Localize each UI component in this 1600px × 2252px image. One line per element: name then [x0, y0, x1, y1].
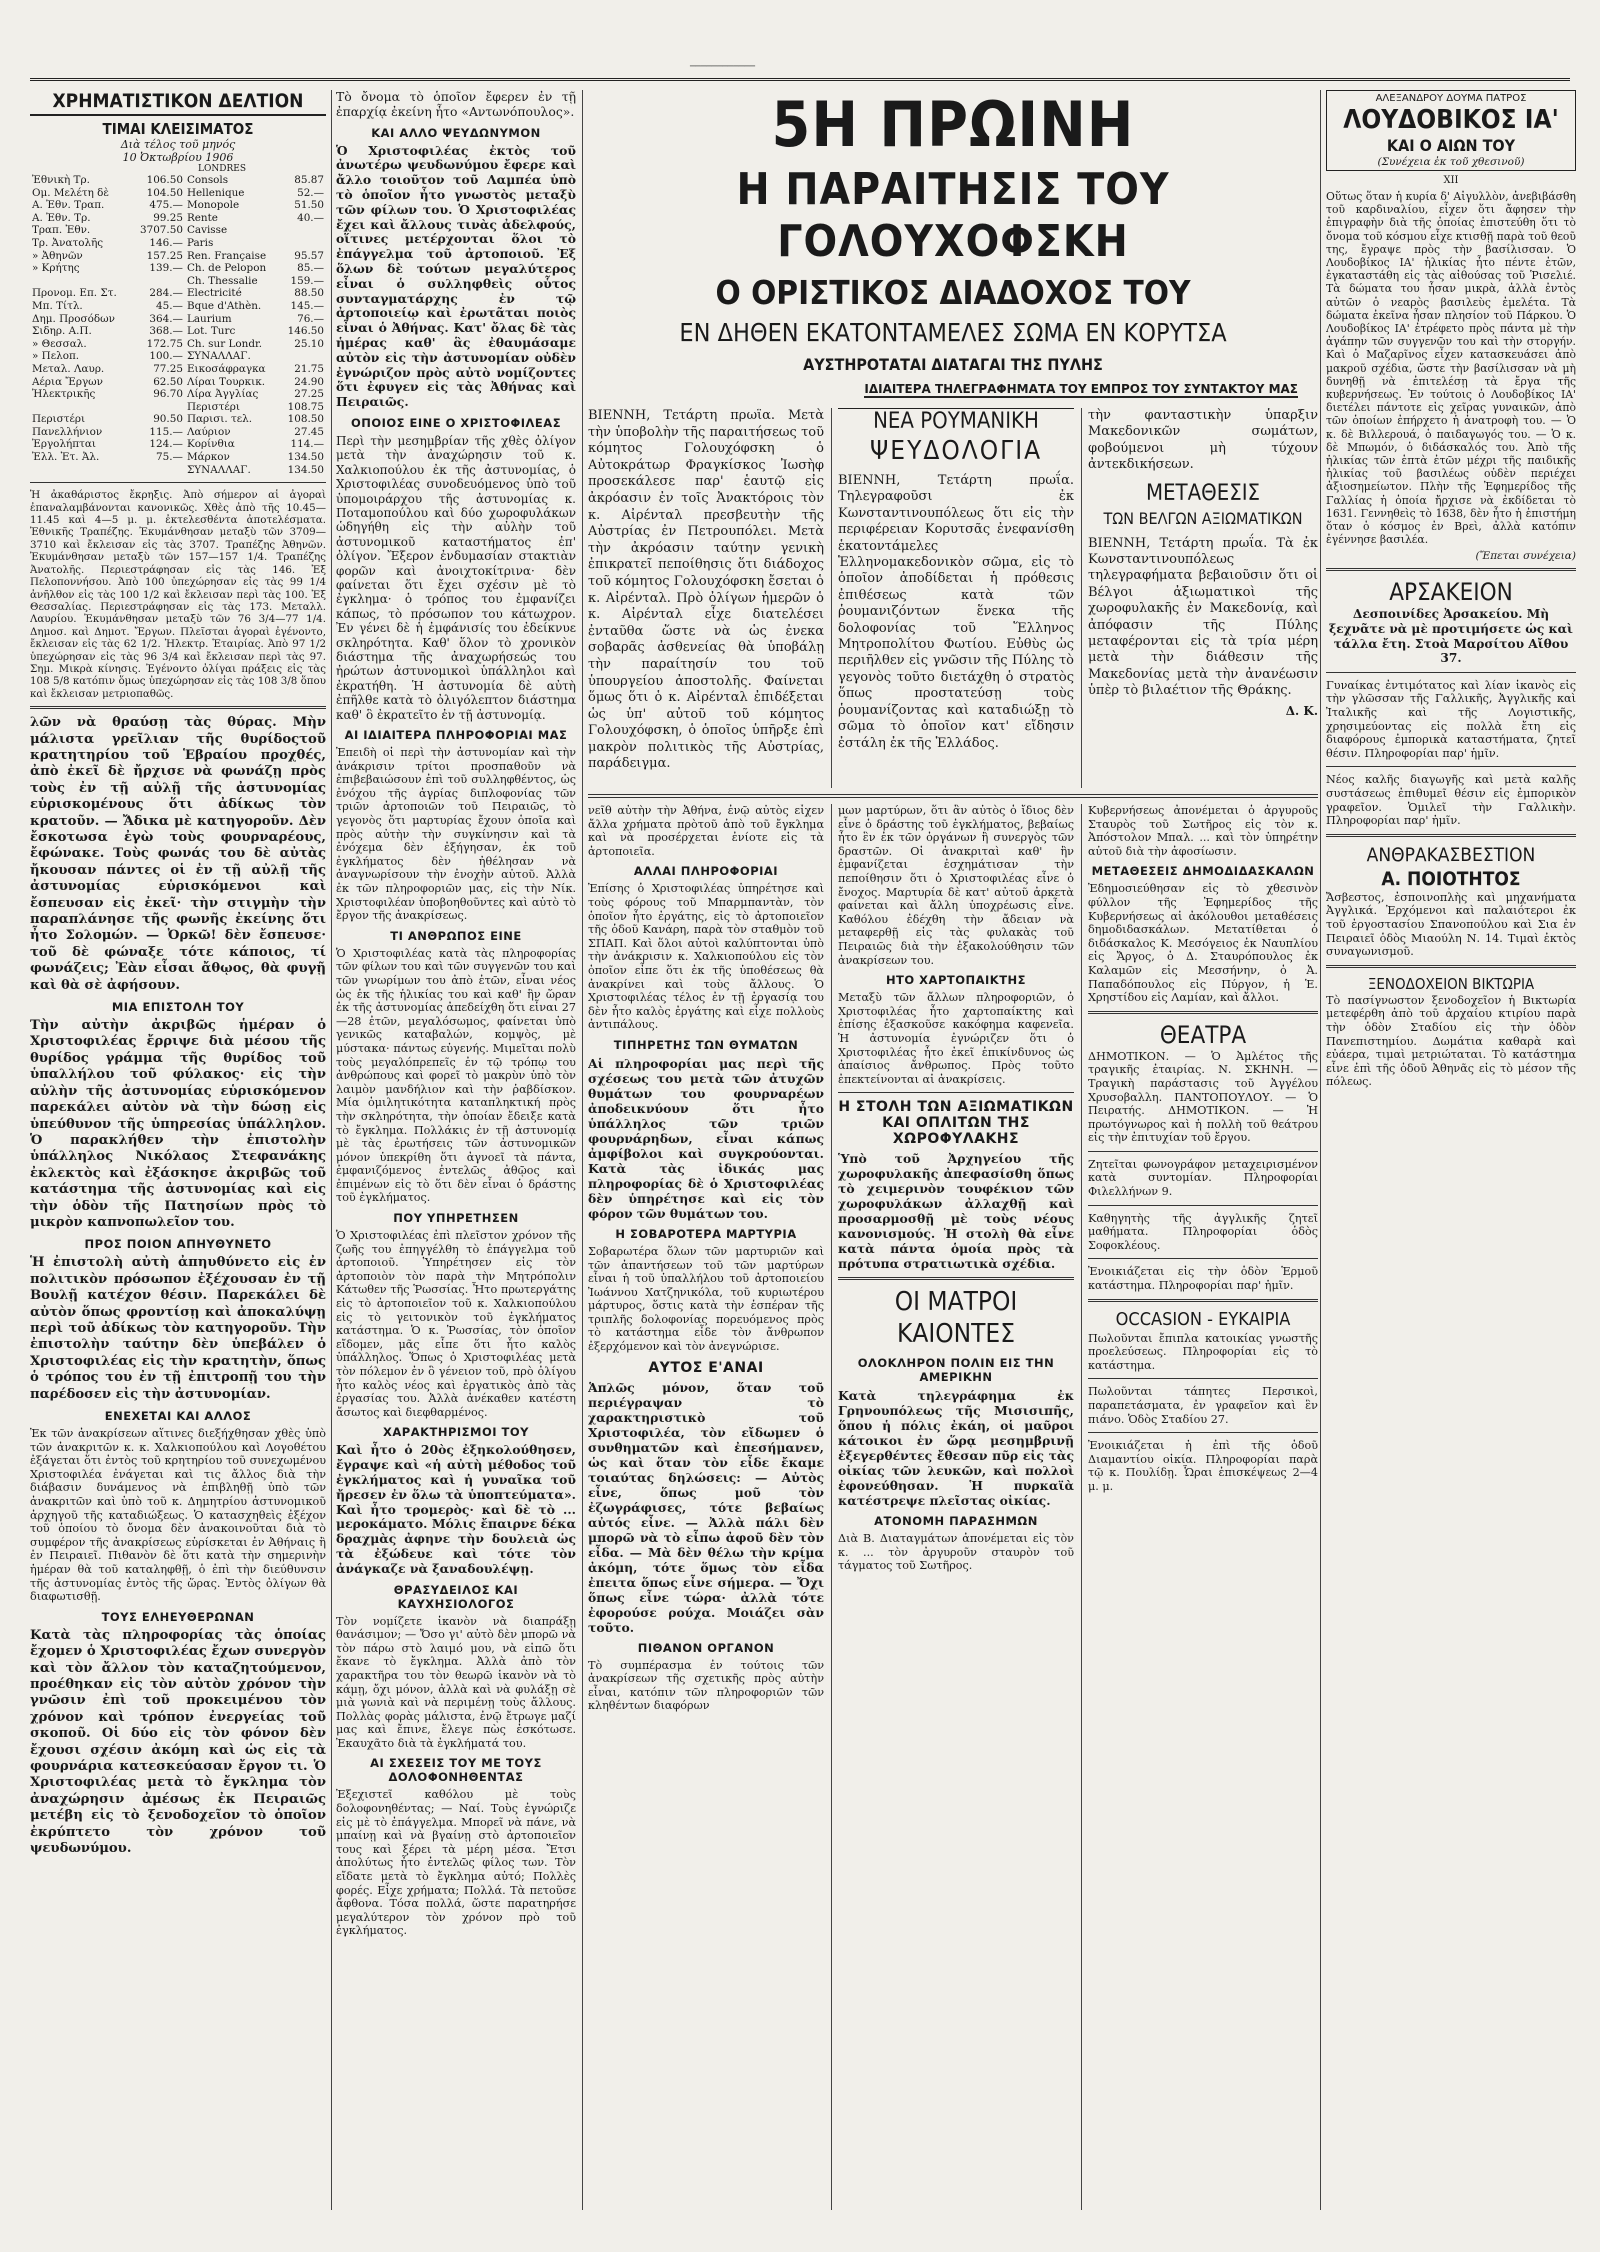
ad-text: Ἐνοικιάζεται ἡ ἐπὶ τῆς ὁδοῦ Διαμαντίου οἰκία. Πληροφορίαι παρὰ τῷ κ. Πουλίδῃ. Ὧραι ἐπισκέψεως 2—4 μ. μ.: [1088, 1439, 1318, 1493]
price-value: [280, 350, 326, 363]
section-heading: ΟΛΟΚΛΗΡΟΝ ΠΟΛΙΝ ΕΙΣ ΤΗΝ ΑΜΕΡΙΚΗΝ: [857, 1356, 1055, 1385]
price-name: Electricité: [186, 287, 242, 300]
price-name: Ἠλεκτρικῆς: [32, 388, 96, 401]
section-heading: ΑΡΣΑΚΕΙΟΝ: [1389, 578, 1513, 607]
price-row: [30, 262, 326, 275]
price-value: 40.—: [297, 211, 324, 224]
section-heading: ΑΥΤΟΣ Ε'ΑΝΑΙ: [648, 1359, 764, 1376]
story-text: Τὴν αὐτὴν ἀκριβῶς ἡμέραν ὁ Χριστοφιλέας ἔρριψε διὰ μέσου τῆς θυρίδος γράμμα τῆς θυρίδος τοῦ ὑπαλλήλου τοῦ φύλακος· εἰς τὴν αὐλὴν τῆς ἀστυνομίας εὑρισκόμενον παρεκάλει αὐτὸν νὰ τὴν δώσῃ εἰς ὑπεύθυνον τῆς ὑπηρεσίας ὑπάλληλον. Ὁ παρακλήθεν τὴν ἐπιστολὴν ὑπάλληλος Νικόλαος Στεφανάκης ἐκλεκτὸς καὶ ἐξάσκησε ἀκριβῶς τοῦ κατάστημα τῆς ἀστυνομίας καὶ εἰς τὴν ὁδὸν τῆς Πατησίων πρὸς τὸ μικρὸν καπνοπωλεῖον του.: [30, 1018, 326, 1230]
price-name: Ch. Thessalie: [186, 274, 258, 287]
price-name: Τραπ. Ἐθν.: [32, 224, 91, 237]
price-value: 77.25: [153, 362, 183, 375]
markets-subtitle2: Διὰ τέλος τοῦ μηνός: [120, 138, 236, 151]
price-row: [30, 464, 326, 477]
price-row: [30, 199, 326, 212]
story-text: Ἐξεχιστεῖ καθόλου μὲ τοὺς δολοφονηθέντας; — Ναί. Τοὺς ἐγνώριζε εἰς μὲ τὸ ἐπάγγελμα. Μπορεῖ νὰ πάνε, νὰ μπαίνῃ καὶ νὰ βγαίνῃ στὸ ἀρτοποιεῖον τους καὶ ξέρει τὰ μέρη μέσα. Ἔτσι ἀπολύτως ἦτο ἐντελῶς φίλος των. Τὸν εἴδατε μετὰ τὸ ἔγκλημα αὐτό; Πολλὲς φορές. Εἶχε χρήματα; Πολλά. Τὰ πετοῦσε ἄφθονα. Τόσα πολλά, ὥστε παρατηρήσε μεγαλύτερον τὸν χρόνον πρὸ τοῦ ἐγκλήματος.: [336, 1788, 576, 1938]
price-name: Λίρα Ἀγγλίας: [186, 388, 259, 401]
price-name: Ch. de Pelopon: [186, 262, 267, 275]
price-value: 45.—: [156, 299, 183, 312]
story-text: Κατὰ τὰς πληροφορίας τὰς ὁποίας ἔχομεν ὁ Χριστοφιλέας ἔχων συνεργὸν καὶ τὸν ἄλλον τὸν καταζητούμενον, προέθηκαν εἰς τὸν αὐτὸν χρόνον τὴν γνῶσιν ἐπὶ τοῦ προκειμένου τὸν χρόνον καὶ τρόπον ἐνεργείας τοῦ σκοποῦ. Οἱ δύο εἰς τὸν φόνον δὲν ἔχουσι σχέσιν ἀκόμη καὶ ὡς εἰς τὰ φουρνάρια κατεσκεύασαν ἔργον τι. Ὁ Χριστοφιλέας μετὰ τὸ ἔγκλημα τὸν ἀναχώρησιν ἀμέσως ἐκ Πειραιῶς μετέβη εἰς τὸ ξενοδοχεῖον τὸ ὁποῖον ἐκρύπτετο τὸν χρόνον τοῦ ψευδωνύμου.: [30, 1627, 326, 1856]
price-name: Πανελλήνιον: [32, 425, 103, 438]
ad-text: Ἐνοικιάζεται εἰς τὴν ὁδὸν Ἑρμοῦ κατάστημα. Πληροφορίαι παρ' ἡμῖν.: [1088, 1265, 1318, 1293]
story-text: Καὶ ἦτο ὁ 20ὸς ἐξηκολούθησεν, ἔγραψε καὶ «ἡ αὐτὴ μέθοδος τοῦ ἐγκλήματος καὶ ἡ γυναῖκα τοῦ ἤρεσεν ἐν ὅλω τὰ ὑποπτεύματα». Καὶ ἦτο τρομερὸς· καὶ δὲ τὸ ... μεροκάματο. Μόλις ἔπαιρνε δέκα δραχμὰς ἀφηνε τὴν δουλειὰ ὡς τὰ ἐξώδευε καὶ τότε τὸν ἀνάγκαζε νὰ ξαναδουλέψῃ.: [336, 1442, 576, 1576]
price-name: Consols: [186, 174, 229, 186]
price-row: [30, 363, 326, 376]
story-text: τὴν φανταστικὴν ὑπαρξιν Μακεδονικῶν σωμάτων, φοβούμενοι μὴ τύχουν ἀντεκδικήσεων.: [1088, 408, 1318, 473]
price-name: Ἐλλ. Ἐτ. Ἀλ.: [32, 451, 100, 464]
story-text: Αἱ πληροφορίαι μας περὶ τῆς σχέσεως του μετὰ τῶν ἀτυχῶν θυμάτων του φουρναρέων ἀποδεικνύουν ὅτι ἦτο ὑπάλληλος τῶν τριῶν φουρνάρηδων, εἶναι κάπως ἀμφίβολοι καὶ συγκρούονται. Κατὰ τὰς ἰδικάς μας πληροφορίας δὲ ὁ Χριστοφιλέας δὲν ὑπηρέτησε καὶ εἰς τὸν φόρον τῶν θυμάτων του.: [588, 1055, 824, 1221]
section-heading: ΠΙΘΑΝΟΝ ΟΡΓΑΝΟΝ: [637, 1640, 775, 1655]
story-text: Ἁπλῶς μόνον, ὅταν τοῦ περιέγραψαν τὸ χαρακτηριστικὸ τοῦ Χριστοφιλέα, τὸν εἴδωμεν ὁ συνθηματῶν καὶ ἐπεσήμανεν, ὡς καὶ ὅταν τὸν εἶδε ἔκαμε τοιαύτας δηλώσεις: — Αὐτὸς εἶνε, ὅπως μοῦ τὸν ἐζωγράφισες, τότε βεβαίως αὐτός εἶνε. — Ἀλλὰ πάλι δὲν μπορῶ νὰ τὸ εἶπω ἀφοῦ δὲν τὸν εἶδα. — Μὰ δὲν θέλω τὴν κρίμα ἀκόμη, τότε ὅμως τὸν εἶδα ἐπειτα ὅπως εἶνε σήμερα. — Ὄχι ὅπως εἶνε τώρα· ἀλλὰ τότε ἐφορούσε ρούχα. Μοιάζει σὰν τοῦτο.: [588, 1379, 824, 1635]
section-heading: ΜΕΤΑΘΕΣΙΣ: [1145, 480, 1261, 506]
price-name: Εικοσάφραγκα: [186, 362, 266, 375]
price-name: Τρ. Ἀνατολῆς: [32, 236, 104, 249]
ad-text: Πωλοῦνται τάπητες Περσικοὶ, παραπετάσματα, ἐν γραφεῖον καὶ ἓν πιάνο. Ὁδὸς Σταδίου 27.: [1088, 1385, 1318, 1426]
ad-text: Καθηγητὴς τῆς ἀγγλικῆς ζητεῖ μαθήματα. Πληροφορίαι ὁδὸς Σοφοκλέους.: [1088, 1211, 1318, 1252]
price-name: » Ἀθηνῶν: [32, 249, 83, 262]
section-heading: ΑΤΟΝΟΜΗ ΠΑΡΑΣΗΜΩΝ: [874, 1514, 1038, 1529]
price-value: 115.—: [149, 425, 183, 438]
price-row: [30, 224, 326, 237]
price-name: Κορίνθια: [186, 438, 235, 451]
price-value: 104.50: [146, 186, 183, 199]
section-heading: OCCASION - ΕΥΚΑΙΡΙΑ: [1115, 1308, 1291, 1330]
section-heading: ΑΙ ΙΔΙΑΙΤΕΡΑ ΠΛΗΡΟΦΟΡΙΑΙ ΜΑΣ: [344, 728, 568, 743]
price-name: Bque d'Athèn.: [186, 299, 262, 312]
price-value: 145.—: [290, 299, 324, 312]
section-heading: Η ΣΟΒΑΡΟΤΕΡΑ ΜΑΡΤΥΡΙΑ: [615, 1226, 797, 1241]
column-front: [588, 90, 1318, 2210]
price-row: [30, 388, 326, 401]
edition-title: 5Η ΠΡΩΙΝΗ: [771, 90, 1135, 161]
column-markets: [30, 90, 326, 2210]
serial-continued: (Συνέχεια ἐκ τοῦ χθεσινοῦ): [1377, 156, 1525, 168]
ad-text: Ζητεῖται φωνογράφον μεταχειρισμένον κατὰ συντομίαν. Πληροφορίαι Φιλελλήνων 9.: [1088, 1157, 1318, 1199]
price-value: 24.90: [294, 375, 324, 388]
price-value: 25.10: [294, 337, 324, 350]
price-row: [30, 300, 326, 313]
price-name: Ch. sur Londr.: [186, 337, 263, 350]
price-value: 100.—: [149, 350, 183, 363]
section-heading: ΘΡΑΣΥΔΕΙΛΟΣ ΚΑΙ ΚΑΥΧΗΣΙΟΛΟΓΟΣ: [393, 1582, 519, 1611]
story-text: νεῖθ αὐτὴν τὴν Ἀθήνα, ἐνῷ αὐτὸς εἶχεν ἄλλα χρήματα πρὸτοῦ ἀπὸ τοῦ ἔγκλημα καὶ νὰ προσέρχεται ἐνίοτε εἰς τὰ ἀρτοποιεῖα.: [588, 804, 824, 858]
price-value: 75.—: [156, 451, 183, 464]
price-value: 95.57: [294, 249, 324, 262]
price-value: [280, 224, 326, 237]
section-heading: ΚΑΙ ΑΛΛΟ ΨΕΥΔΩΝΥΜΟΝ: [371, 125, 541, 140]
headline-4: ΑΥΣΤΗΡΟΤΑΤΑΙ ΔΙΑΤΑΓΑΙ ΤΗΣ ΠΥΛΗΣ: [803, 355, 1103, 374]
price-name: Laurium: [186, 312, 232, 325]
price-row: [30, 275, 326, 288]
section-heading: ΘΕΑΤΡΑ: [1159, 1020, 1247, 1049]
price-name: Α. Ἐθν. Τραπ.: [32, 199, 105, 212]
price-row: [30, 325, 326, 338]
price-name: Λαύριον: [186, 425, 231, 438]
price-name: ΣΥΝΑΛΛΑΓ.: [186, 350, 251, 363]
price-name: Μεταλ. Λαυρ.: [32, 362, 105, 375]
price-name: Προνομ. Επ. Στ.: [32, 287, 117, 300]
lower-col-c: [1088, 804, 1318, 2210]
story-text: Κατὰ τηλεγράφημα ἐκ Γρηνουπόλεως τῆς Μισισιπῆς, ὅπου ἡ πόλις ἐκάη, οἱ μαῦροι κάτοικοι ἐν ὥρᾳ μεσημβρινῇ ἐξεγερθέντες ἔθεσαν πῦρ εἰς τὰς οἰκίας τῶν λευκῶν, καὶ πολλοὶ ἐφονεύθησαν. Ἡ πυρκαϊὰ κατέστρεψε πλεῖστας οἰκίας.: [838, 1388, 1074, 1509]
price-value: 157.25: [146, 249, 183, 262]
price-value: 368.—: [149, 325, 183, 338]
price-value: 85.—: [297, 262, 324, 275]
price-name: Αέρια Ἔργων: [32, 375, 103, 388]
section-heading: ΜΙΑ ΕΠΙΣΤΟΛΗ ΤΟΥ: [111, 1000, 245, 1015]
story-text: Ἐδημοσιεύθησαν εἰς τὸ χθεσινὸν φύλλον τῆς Ἐφημερίδος τῆς Κυβερνήσεως αἱ ἀκόλουθοι μεταθέσεις δημοδιδασκάλων. Μετατίθεται ὁ διδάσκαλος Κ. Μεσόγειος ἐκ Ναυπλίου εἰς Ἄργος, ὁ Δ. Σταυρόπουλος ἐκ Καλαμῶν εἰς Μεσσήνην, ὁ Ἀ. Παπαδόπουλος εἰς Πύργον, ἡ Ἑ. Χρηστίδου εἰς Λαμίαν, καὶ ἄλλοι.: [1088, 882, 1318, 1005]
price-table: [30, 174, 326, 476]
column-crime-story: [336, 90, 576, 2210]
price-value: 475.—: [149, 199, 183, 212]
price-value: 172.75: [146, 337, 183, 350]
serial-text: Οὕτως ὅταν ἡ κυρία δ' Αἰγυλλὸν, ἀνεβιβάσθη τοῦ καρδιναλίου, εἶχεν ὅτι ἄφησεν τὴν ἐπιγραφὴν διὰ τῆς ὁποίας ἐπιστεύθη ὅτι τὸ ὄνομα τοῦ κόσμου εἶχε κτισθῇ παρὰ τοῦ θεοῦ της, ἔγραψε πρὸς τὴν βασίλισσαν. Ὁ Λουδοβίκος ΙΑ' ἠλικίας ἦτο πέντε ἐτῶν, ἐγκαταστάθη εἰς τὰς αἰθούσας τοῦ Ῥισελιέ. Τὰ δώματα του ἦσαν μικρὰ, ἀλλὰ ἐντὸς αὐτῶν ὁ νεαρὸς βασιλεὺς ἐμελέτα. Τὰ δώματα ἐκεῖνα ἦσαν πλησίον τοῦ Πάρκου. Ὁ Λουδοβίκος ΙΑ' ἐτρέφετο πρὸς πάντα μὲ τὴν ἀγάπην τῶν συγγενῶν του καὶ τὴν στοργήν. Καὶ ὁ Μαζαρῖνος εἶχεν κατασκευάσει ἀπὸ μακροῦ σχέδια, ὥστε τὴν βασίλισσαν νὰ μὴ δυνηθῇ νὰ ἐπιτελέσῃ τὰ ἔργα τῆς κυβερνήσεως. Ἐν τούτοις ὁ Λουδοβίκος ΙΑ' διετέλει πάντοτε εἰς χεῖρας γυναικῶν, ἀπὸ τῶν ὁποίων ἐπήρχετο ἡ ἀνατροφὴ του. — Ὁ κ. δὲ Βιλλερουά, ὁ παιδαγωγός του. — Ὁ κ. δὲ Μπωμόν, ὁ διδάσκαλός του. Ἀπὸ τῆς ἡλικίας τῶν ἑπτὰ ἐτῶν μέχρι τῆς παιδικῆς ἡλικίας τοῦ βασιλέως οὐδὲν περιέχει ἀξιοσημείωτον. Πλὴν τῆς Ἐφημερίδος τῆς Γαλλίας ἡ ὁποία ἤρχισε νὰ ἐκδίδεται τὸ 1631. Γεννηθεὶς τὸ 1638, δὲν ἦτο ἡ ἐπιστήμη ὅταν ὁ κόσμος ἐν Βρεὶ, ἀλλὰ κατόπιν ἐγέννησε βασιλέα.: [1326, 190, 1576, 547]
price-row: [30, 174, 326, 187]
price-name: ΣΥΝΑΛΛΑΓ.: [186, 463, 251, 476]
price-row: [30, 438, 326, 451]
price-name: [30, 275, 131, 288]
price-value: [131, 464, 185, 477]
markets-london: LONDRES: [198, 164, 246, 174]
price-name: Λίραι Τουρκικ.: [186, 375, 265, 388]
price-name: Lot. Turc: [186, 325, 236, 338]
price-name: Ἐργολήπται: [32, 438, 96, 451]
price-name: Ἐθνικὴ Τρ.: [32, 174, 90, 186]
price-row: [30, 350, 326, 363]
price-value: [131, 275, 185, 288]
price-value: 3707.50: [139, 224, 183, 237]
price-name: Monopole: [186, 199, 240, 212]
story-text: Τὸ ὄνομα τὸ ὁποῖον ἔφερεν ἐν τῇ ἐπαρχίᾳ ἐκείνη ἦτο «Αντωνόπουλος».: [336, 90, 576, 119]
serial-header-box: [1326, 90, 1576, 171]
column-rule: [331, 90, 332, 2210]
price-name: » Θεσσαλ.: [32, 337, 87, 350]
markets-notes: Ἡ ἀκαθάριστος ἔκρηξις. Ἀπὸ σήμερον αἱ ἀγοραὶ ἐπαναλαμβάνονται κανονικῶς. Χθὲς ἀπὸ τῆς 10.45—11.45 καὶ 4—5 μ. μ. ἐκτελεσθέντα ἀποτελέσματα. Ἐθνικῆς Τραπέζης. Ἐκυμάνθησαν μεταξὺ τῶν 3709—3710 καὶ ἔκλεισαν εἰς τὰς 3707. Τραπέζης Ἀθηνῶν. Ἐκυμάνθησαν μεταξὺ τῶν 157—157 1/4. Τραπέζης Ἀνατολῆς. Περιεστράφησαν εἰς τὰς 146. Ἐξ Πελοποννήσου. Ἀπὸ 100 ὑπεχώρησαν εἰς τὰς 99 1/4 ἀνῆλθον εἰς τὰς 100 1/2 καὶ ἔκλεισαν περὶ τὰς 100. Ἐξ Θεσσαλίας. Περιεστράφησαν εἰς τὰς 173. Μεταλλ. Λαυρίου. Ἐκυμάνθησαν μεταξὺ τῶν 76 3/4—77 1/4. Δημοσ. καὶ Δημοτ. Ἔργων. Πλεῖσται ἀγοραὶ ἐγένοντο, ἔκλεισαν εἰς τὰς 62 1/2. Ἠλεκτρ. Ἑταιρίας. Ἀπὸ 97 1/2 ὑπεχώρησαν εἰς τὰς 96 3/4 καὶ ἔκλεισαν περὶ τὰς 97. Σημ. Μικρὰ κίνησις. Ἐγένοντο ὀλίγαι πράξεις εἰς τὰς 108 5/8 κατόπιν ὅμως ὑπεχώρησαν εἰς τὰς 108 3/8 ὅπου καὶ ἔκλεισαν μετριοπαθῶς.: [30, 489, 326, 700]
price-name: Μάρκον: [186, 451, 230, 464]
price-name: Περιστέρι: [186, 400, 240, 413]
price-row: [30, 426, 326, 439]
story-text: ΒΙΕΝΝΗ, Τετάρτη πρωΐα. Τὰ ἐκ Κωνσταντινουπόλεως τηλεγραφήματα βεβαιοῦσιν ὅτι οἱ Βέλγοι ἀξιωματικοὶ τῆς χωροφυλακῆς ἐν Μακεδονίᾳ, καὶ ἀπόφασιν τῆς Πύλης μεταφέρονται εἰς τὰ τρία μέρη μετὰ τὴν διάθεσιν τῆς Μακεδονίας μετὰ τὴν ἀνανέωσιν ὑπὲρ τὸ βιλαέτιον τῆς Θράκης.: [1088, 535, 1318, 699]
price-value: 159.—: [290, 274, 324, 287]
telegraph-romanian: [838, 408, 1074, 788]
story-text: Ἐπίσης ὁ Χριστοφιλέας ὑπηρέτησε καὶ τοὺς φόρους τοῦ Μπαρμπαντὰν, τὸν ὁποῖον ἦτο ἐργάτης, εἰς τὸ ἀρτοποιεῖον τῆς ὁδοῦ Κανάρη, παρὰ τὸν σταθμὸν τοῦ ΣΠΑΠ. Καὶ ὅλοι αὐτοὶ καλύπτονται ὑπὸ τὴν ἀνάκρισιν κ. Χαλκιοπούλου εἰς τὸν ὁποῖον εἶπε ὅτι ἐκ τῆς ὑποθέσεως θὰ ἀνακρίνει καὶ τοὺς ἄλλους. Ὁ Χριστοφιλέας τέλος ἐν τῇ ἐργασίᾳ του δὲν ἦτο καλὸς ἐργάτης καὶ εἶχε πολλοὺς ἀντιπάλους.: [588, 882, 824, 1032]
section-heading: ΤΩΝ ΒΕΛΓΩΝ ΑΞΙΩΜΑΤΙΚΩΝ: [1103, 508, 1303, 528]
markets-date: 10 Ὀκτωβρίου 1906: [122, 151, 234, 164]
price-name: Σιδηρ. Α.Π.: [32, 325, 92, 338]
price-name: Δημ. Προσόδων: [32, 312, 115, 325]
section-heading: ΠΟΥ ΥΠΗΡΕΤΗΣΕΝ: [393, 1211, 519, 1226]
headline-3: ΕΝ ΔΗΘΕΝ ΕΚΑΤΟΝΤΑΜΕΛΕΣ ΣΩΜΑ ΕΝ ΚΟΡΥΤΣΑ: [679, 318, 1227, 347]
section-heading: ΞΕΝΟΔΟΧΕΙΟΝ ΒΙΚΤΩΡΙΑ: [1367, 974, 1535, 993]
price-value: 85.87: [294, 174, 324, 186]
story-text: Ἐκ τῶν ἀνακρίσεων αἵτινες διεξήχθησαν χθὲς ὑπὸ τῶν ἀνακριτῶν κ. κ. Χαλκιοπούλου καὶ Λογοθέτου ἐξάγεται ὅτι ἐντὸς τοῦ κρητηρίου τοῦ συνεχωμένου Χριστοφιλέα ἐνάγεται καὶ τις ἄλλος διὰ τὴν διάβασιν δυνάμενος νὰ ἐπιβληθῇ ὑπὸ τῶν ἀνακριτῶν καὶ ὑπὸ τοῦ κ. Δημητρίου ἀστυνομικοῦ ἀρχηγοῦ τῆς καταδιώξεως. Ὁ κατασχηθεὶς ἐξέχον τοῦ ὁποίου τὸ ὄνομα δὲν ἀνακοινοῦται διὰ τὸ συμφέρον τῆς ἀνακρίσεως εὑρίσκεται ἐν Ἀθήναις ἢ ἐν Πειραιεῖ. Πιθανὸν δὲ ὅτι κατὰ τὴν σημερινὴν ἡμέραν θὰ τοῦ καταληφθῇ, ὁ ἐπὶ τὴν διεύθυνσιν τῆς ἀστυνομίας ἐντὸς τῆς ὥρας. Ἐντὸς ὀλίγων θὰ διαφωτισθῇ.: [30, 1427, 326, 1604]
section-heading: ΜΕΤΑΘΕΣΕΙΣ ΔΗΜΟΔΙΔΑΣΚΑΛΩΝ: [1091, 864, 1315, 879]
section-heading: ΕΝΕΧΕΤΑΙ ΚΑΙ ΑΛΛΟΣ: [104, 1409, 252, 1423]
section-heading: ΝΕΑ ΡΟΥΜΑΝΙΚΗ: [838, 408, 1074, 435]
story-text: Σοβαρωτέρα ὅλων τῶν μαρτυριῶν καὶ τῶν ἀπαντήσεων τοῦ τῶν μαρτύρων εἶναι ἡ τοῦ ὑπαλλήλου τοῦ ἀρτοποιείου Ἰωάννου Χατζηνικόλα, τοῦ κυριωτέρου μάρτυρος, ὅστις κατὰ τὴν ἑσπέραν τῆς τριπλῆς δολοφονίας πορευόμενος πρὸς τὸ κατάστημα εἶδε τὸν ἄνθρωπον ἐξερχόμενον καὶ τὸν ἀνεγνώρισε.: [588, 1244, 824, 1354]
price-name: » Πελοπ.: [32, 350, 80, 363]
signoff: Δ. Κ.: [1285, 703, 1318, 718]
headline-5: ΙΔΙΑΙΤΕΡΑ ΤΗΛΕΓΡΑΦΗΜΑΤΑ ΤΟΥ ΕΜΠΡΟΣ ΤΟΥ ΣΥΝΤΑΚΤΟΥ ΜΑΣ: [864, 382, 1298, 396]
price-row: [30, 250, 326, 263]
serial-subtitle: ΚΑΙ Ο ΑΙΩΝ ΤΟΥ: [1386, 136, 1516, 155]
section-heading: ΤΙ ΑΝΘΡΩΠΟΣ ΕΙΝΕ: [390, 928, 522, 943]
story-text: λῶν νὰ θραύσῃ τὰς θύρας. Μὴν μάλιστα γρεῖλιαν τῆς θυρίδοςτοῦ κρατητηρίου τοῦ Ἑβραίου προχθές, ἀπὸ ἐκεῖ δὲ ἤρχισε νὰ φωνάζῃ πρὸς τοὺς ἐν τῇ αὐλῇ τῆς ἀστυνομίας εὑρισκομένους ὅτι ἀδίκως τὸν κρατοῦν. — Ἄδικα μὲ κατηγοροῦν. Δὲν ἔσκοτωσα ἐγὼ τοὺς φουρναρέους, ἔφώνακε. Τοὺς φωνάς του δὲ αὐτὰς ἤκουσαν πάντες οἱ ἐν τῇ αὐλῇ τῆς ἀστυνομίας εὑρισκόμενοι καὶ ἔσπευσαν εἰς ἐκεῖ· τὴν στιγμὴν τὴν παραπλάνησε τῆς φωνῆς ἐκείνης ὅτι ἦτο Σολομών. — Ὀρκῶ! δὲν ἔσπευσε· τοῦ δὲ φώναξε τότε κάποιος, τί φωνάζεις; Ἐὰν εἶσαι ἄθῳος, θὰ φυγῇ καὶ θὰ σὲ ἀφήσουν.: [30, 715, 326, 993]
price-value: 139.—: [149, 262, 183, 275]
price-value: 99.25: [153, 211, 183, 224]
price-value: 284.—: [149, 287, 183, 300]
ad-text: Τὸ πασίγνωστον ξενοδοχεῖον ἡ Βικτωρία μετεφέρθη ἀπὸ τοῦ ἀρχαίου κτιρίου παρὰ τὴν ὁδὸν Σταδίου εἰς τὴν ὁδὸν Πανεπιστημίου. Δωμάτια καθαρὰ καὶ εὐάερα, τιμαὶ μετριώταται. Τὸ κατάστημα εἶνε ἐπὶ τῆς ὁδοῦ Ἀθηνᾶς εἰς τὸ μέσον τῆς πόλεως.: [1326, 993, 1576, 1089]
price-value: 51.50: [294, 199, 324, 212]
price-row: [30, 212, 326, 225]
section-heading: ΟΠΟΙΟΣ ΕΙΝΕ Ο ΧΡΙΣΤΟΦΙΛΕΑΣ: [350, 415, 562, 430]
price-value: 96.70: [153, 388, 183, 401]
section-heading: ΤΙΠΗΡΕΤΗΣ ΤΩΝ ΘΥΜΑΤΩΝ: [613, 1037, 799, 1052]
story-text: ΔΗΜΟΤΙΚΟΝ. — Ὁ Ἀμλέτος τῆς τραγικῆς ἐταιρίας. Ν. ΣΚΗΝΗ. — Τραγικὴ παράστασις τοῦ Ἀγγέλου Χρυσοβαλλη. ΠΑΝΤΟΠΟΥΛΟΥ. — Ὁ Πειρατής. ΔΗΜΟΤΙΚΟΝ. — Ἡ πρωτόγνωρος καὶ ἡ πολλὴ τοῦ θεάτρου εἰς τὴν ἐπιτυχίαν τοῦ ἔργου.: [1088, 1049, 1318, 1145]
price-value: 76.—: [297, 312, 324, 325]
section-heading: ΠΡΟΣ ΠΟΙΟΝ ΑΠΗΥΘΥΝΕΤΟ: [84, 1237, 272, 1252]
serial-continues: (Ἔπεται συνέχεια): [1475, 550, 1576, 563]
serial-author: ΑΛΕΞΑΝΔΡΟΥ ΔΟΥΜΑ ΠΑΤΡΟΣ: [1375, 93, 1527, 104]
story-text: Ὁ Χριστοφιλέας ἐπὶ πλεῖστον χρόνον τῆς ζωῆς του ἐπηγγέλθη τὸ ἐπάγγελμα τοῦ ἀρτοποιοῦ. Ὑπηρέτησεν εἰς τὸν ἀρτοποιὸν τὸν παρὰ τὴν Μητρόπολιν Κάτωθεν τῆς Ῥωσσίας. Ἦτο πρωτεργάτης εἰς τὸ ἀρτοποιεῖον τοῦ κ. Χαλκιοπούλου εἰς τὸ γειτονικὸν τοῦ ἐγκλήματος κατάστημα. Ὁ κ. Ῥωσσίας, τὸν ὁποῖον εἴδομεν, μᾶς εἶπε ὅτι ἦτο καλὸς ὑπάλληλος. Ὅπως ὁ Χριστοφιλέας μετὰ τὸν πόλεμον ἐν ὃ γένειον τοῦ, πρὸ ὀλίγου ἦτο καλὸς νέος καὶ ἐργατικὸς ἀπὸ τὰς ἐργασίας του. Ἀλλὰ ἀνέκαθεν κατέστη ἄσωτος καὶ διεφθαρμένος.: [336, 1229, 576, 1419]
price-value: 62.50: [153, 375, 183, 388]
price-row: [30, 187, 326, 200]
section-heading: Η ΣΤΟΛΗ ΤΩΝ ΑΞΙΩΜΑΤΙΚΩΝ ΚΑΙ ΟΠΛΙΤΩΝ ΤΗΣ ΧΩΡΟΦΥΛΑΚΗΣ: [838, 1099, 1074, 1148]
lower-col-a: [588, 804, 824, 2210]
lower-col-b: [838, 804, 1074, 2210]
price-value: 27.45: [294, 425, 324, 438]
price-row: [30, 338, 326, 351]
story-text: Διὰ Β. Διαταγμάτων ἀπονέμεται εἰς τὸν κ. ... τὸν ἀργυροῦν σταυρὸν τοῦ τάγματος τοῦ Σωτῆρος.: [838, 1532, 1074, 1573]
price-row: [30, 237, 326, 250]
price-value: [280, 237, 326, 250]
headline-2: Ο ΟΡΙΣΤΙΚΟΣ ΔΙΑΔΟΧΟΣ ΤΟΥ: [715, 273, 1191, 312]
price-row: [30, 401, 326, 414]
section-heading: Α. ΠΟΙΟΤΗΤΟΣ: [1381, 867, 1521, 890]
price-value: [131, 401, 185, 414]
story-text: Μεταξὺ τῶν ἄλλων πληροφοριῶν, ὁ Χριστοφιλέας ἦτο χαρτοπαίκτης καὶ ἐπίσης ἐξασκοῦσε κακόφημα καφενεῖα. Ἡ ἀστυνομία ἐγνώριζεν ὅτι ὁ Χριστοφιλέας ἦτο ἐκεῖ ἐπικίνδυνος ὡς ἀπαίσιος ἄνθρωπος. Πρὸς τοῦτο ἐπεκτείνονται αἱ ἀνακρίσεις.: [838, 991, 1074, 1086]
serial-chapter: XII: [1443, 175, 1459, 186]
price-name: » Κρήτης: [32, 262, 80, 275]
story-text: ΒΙΕΝΝΗ, Τετάρτη πρωΐα. Μετὰ τὴν ὑποβολὴν τῆς παραιτήσεως τοῦ κόμητος Γολουχόφσκη ὁ Αὐτοκράτωρ Φραγκίσκος Ἰωσὴφ προσεκάλεσε παρ' ἑαυτῷ εἰς ἀκρόασιν ἐν τοῖς Ἀνακτόροις τὸν κ. Αἰρένταλ πρεσβευτὴν τῆς Αὐστρίας ἐν Πετρουπόλει. Μετὰ τὴν ἀκρόασιν ταύτην γενικὴ ἐπικρατεῖ πεποίθησις ὅτι διάδοχος τοῦ κόμητος Γολουχόφσκη ἔσεται ὁ κ. Αἰρένταλ. Πρὸ ὀλίγων ἡμερῶν ὁ κ. Αἰρένταλ εἶχε διατελέσει ἐνταῦθα ὥστε νὰ ὡς ἐνεκα σοβαρᾶς ἀσθενείας θὰ ὑποβάλῃ τὴν παραίτησίν του τοῦ ὑπουργείου ἀποστολῆς. Φαίνεται ὅμως ὅτι ὁ κ. Αἰρένταλ ἐπιδέξεται ὡς ὑπ' αὐτοῦ τοῦ κόμητος Γολουχόφσκη, ὁ ὁποῖος ὑπῆρξε ἐπὶ μακρὸν πολιτικὸς τῆς Αὐστρίας, παράδειγμα.: [588, 408, 824, 772]
story-text: ΒΙΕΝΝΗ, Τετάρτη πρωΐα. Τηλεγραφοῦσι ἐκ Κωνσταντινουπόλεως ὅτι εἰς τὴν περιφέρειαν Κορυτσᾶς ἐνεφανίσθη ἑκατοντάμελες Ἑλληνομακεδονικὸν σῶμα, εἰς τὸ ὁποῖον ἀποδίδεται ἡ πρόθεσις ἐπιθέσεως κατὰ τῶν ῥουμανιζόντων ἕνεκα τῆς δολοφονίας τοῦ Ἕλληνος Μητροπολίτου Φωτίου. Εὐθὺς ὡς περιῆλθεν εἰς γνῶσιν τῆς Πύλης τὸ γεγονὸς τοῦτο διετάχθη ὁ στρατὸς ὅπως προστατεύσῃ τοὺς ῥουμανίζοντας καὶ καταδιώξῃ τὸ σῶμα τὸ ὁποῖον κατ' εἴδησιν ἐστάλη ἐκ τῆς Ἑλλάδος.: [838, 473, 1074, 751]
markets-subtitle: ΤΙΜΑΙ ΚΛΕΙΣΙΜΑΤΟΣ: [102, 120, 254, 138]
price-row: [30, 313, 326, 326]
markets-title: ΧΡΗΜΑΤΙΣΤΙΚΟΝ ΔΕΛΤΙΟΝ: [30, 90, 326, 116]
price-value: 134.50: [287, 451, 324, 464]
price-value: 108.50: [287, 413, 324, 426]
headline-main: Η ΠΑΡΑΙΤΗΣΙΣ ΤΟΥ ΓΟΛΟΥΧΟΦΣΚΗ: [736, 164, 1170, 267]
price-row: [30, 451, 326, 464]
ad-text: Νέος καλῆς διαγωγῆς καὶ μετὰ καλῆς συστάσεως ἐπιθυμεῖ θέσιν εἰς ἐμπορικὸν γραφεῖον. Ὁμιλεῖ τὴν Γαλλικὴν. Πληροφορίαι παρ' ἡμῖν.: [1326, 773, 1576, 828]
column-rule: [1320, 90, 1321, 2210]
ad-text: Γυναίκας ἐντιμότατος καὶ λίαν ἱκανὸς εἰς τὴν γλῶσσαν τῆς Γαλλικῆς, Ἀγγλικῆς καὶ Ἰταλικῆς καὶ τῆς Λογιστικῆς, χρησιμεύοντας εἰς πολλὰ ἔτη εἰς διαφόρους ἐμπορικὰ καταστήματα, ζητεῖ θέσιν. Πληροφορίαι παρ' ἡμῖν.: [1326, 678, 1576, 760]
price-name: Περιστέρι: [32, 413, 86, 426]
ad-text: Ἄσβεστος, ἐσποινοπλὴς καὶ μηχανήματα Ἀγγλικά. Ἐρχόμενοι καὶ παλαιότεροι ἐκ τοῦ ἐργοστασίου Σπανοπούλου καὶ Σια ἐν Πειραιεῖ ὁδὸς Μιαούλη Ν. 14. Τιμαὶ ἐκτὸς συναγωνισμοῦ.: [1326, 890, 1576, 959]
story-text: Ἐπειδὴ οἱ περὶ τὴν ἀστυνομίαν καὶ τὴν ἀνάκρισιν τρίτοι προσπαθοῦν νὰ ἐπιβεβαιώσουν ἐπὶ τοῦ συλληφθέντος, ὡς ἐνόχου τῆς ἀγρίας διπλοφονίας τῶν τριῶν ἀρτοποιῶν τοῦ Πειραιῶς, τὸ γεγονὸς ὅτι μαρτυρίας ἔχουν ὁποῖα καὶ πρὸς αὐτὴν τὴν συγκίνησιν καὶ τὰ ἐνόχεμα δὲν ἐξήγησαν, ἐκ τοῦ ἐγκλήματος δὲν ἠθέλησαν νὰ ἀναγνωρίσουν τὴν ἐνοχὴν αὐτοῦ. Ἀλλὰ ἐκ τῶν πληροφοριῶν μας, εἰς τὴν Νίκ. Χριστοφιλέαν ὑποβοηθοῦντες καὶ αὐτὸ τὸ ἔργον τῆς ἀνακρίσεως.: [336, 746, 576, 923]
price-name: Ren. Française: [186, 249, 267, 262]
price-name: Cavisse: [186, 224, 228, 237]
section-heading: ΑΛΛΑΙ ΠΛΗΡΟΦΟΡΙΑΙ: [633, 864, 779, 879]
section-heading: ΤΟΥΣ ΕΛΗΕΥΘΕΡΩΝΑΝ: [101, 1609, 255, 1624]
price-value: 124.—: [149, 438, 183, 451]
section-heading: ΑΙ ΣΧΕΣΕΙΣ ΤΟΥ ΜΕ ΤΟΥΣ ΔΟΛΟΦΟΝΗΘΕΝΤΑΣ: [370, 1756, 542, 1785]
section-heading: ΟΙ ΜΑΤΡΟΙ ΚΑΙΟΝΤΕΣ: [894, 1287, 1018, 1350]
header-mark: ────────────: [690, 62, 756, 72]
story-text: Τὸ συμπέρασμα ἐν τούτοις τῶν ἀνακρίσεων τῆς σχετικῆς πρὸς αὐτὴν εἶναι, κατόπιν τῶν πληροφοριῶν τῶν κληθέντων διαφόρων: [588, 1658, 824, 1713]
ad-text: Πωλοῦνται ἔπιπλα κατοικίας γνωστῆς προελεύσεως. Πληροφορίαι εἰς τὸ κατάστημα.: [1088, 1331, 1318, 1372]
column-rule: [582, 90, 583, 2210]
price-name: Hellenique: [186, 186, 245, 199]
section-heading: ΨΕΥΔΟΛΟΓΙΑ: [869, 436, 1043, 466]
story-text: Ὁ Χριστοφιλέας ἐκτὸς τοῦ ἀνωτέρω ψευδωνύμου ἔφερε καὶ ἄλλο τοιοῦτον τοῦ Λαμπέα ὑπὸ τὸ ὁποῖον ἦτο γνωστὸς μεταξὺ τῶν φίλων του. Ὁ Χριστοφιλέας ἔχει καὶ ἄλλους τινὰς ἀδελφούς, οἵτινες μετέρχονται ὅλοι τὸ ἐπάγγελμα τοῦ ἀρτοποιοῦ. Ἐξ ὅλων δὲ τούτων μεγαλύτερος εἶναι ὁ συλληφθεὶς οὗτος συνταγματάρχης ἐν τῷ ἀρτοποιείῳ καὶ ἐρωτᾶται ποιὸς εἶναι ὁ Ἀθήνας. Κατ' ὄλας δὲ τὰς ἡμέρας καθ' ἃς ἐθαυμάσαμε αὐτὸν εἰς τὴν ἀστυνομίαν οὐδὲν ἐγνώριζον πρὸς αὐτὸ νομίζοντες ὅτι ἐφυγεν εἰς τὰς Ἀθήνας καὶ Πειραιῶς.: [336, 142, 576, 410]
story-text: μων μαρτύρων, ὅτι ἂν αὐτὸς ὁ ἴδιος δὲν εἶνε ὁ δράστης τοῦ ἐγκλήματος, βεβαίως ἦτο ἓν ἐκ τῶν ὀργάνων ἢ συνεργὸς τῶν δραστῶν. Οἱ ἀνακριταὶ καθ' ἣν ἐμφανίζεται ἐσχημάτισαν τὴν πεποίθησιν ὅτι ὁ Χριστοφιλέας εἶνε ὁ ἔνοχος. Μαρτυρία δὲ κατ' αὐτοῦ ἀρκετὰ φαίνεται καὶ ἄλλη ὑποχρέωσις εἶνε. Καθόλου ἐδέχθη τὴν ἄδειαν νὰ μεταφερθῇ εἰς τὰς φυλακὰς τοῦ Πειραιῶς διὰ τὴν ἐξακολούθησιν τῶν ἀνακρίσεων του.: [838, 804, 1074, 967]
story-text: Ὑπὸ τοῦ Ἀρχηγείου τῆς χωροφυλακῆς ἀπεφασίσθη ὅπως τὸ χειμερινὸν τουφέκιον τῶν χωροφυλάκων ἀλλαχθῇ καὶ προσαρμοσθῇ μὲ τοὺς νέους κανονισμούς. Ἡ στολὴ θὰ εἶνε κατὰ πάντα ὁμοία πρὸς τὰ πρότυπα στρατιωτικὰ σχέδια.: [838, 1151, 1074, 1272]
story-text: Ὁ Χριστοφιλέας κατὰ τὰς πληροφορίας τῶν φίλων του καὶ τῶν συγγενῶν του καὶ τῶν γνωρίμων του ἀπὸ ἐτῶν, εἶναι νέος ὡς ἐκ τῆς ἡλικίας του καὶ καθ' ἣν ὥραν ἐκ τῆς ἀστυνομίας ἀπεδείχθη ὅτι εἶναι 27—28 ἐτῶν, μεγαλόσωμος, φαίνεται ὑπὸ γενικῶς καταβαλών, κομψὸς, μὲ μύστακα· πάντως εὐγενής. Μιμεῖται πολὺ τοὺς μεγαλόπρεπεῖς ἐν τῷ τρόπῳ του ἀνθρώπους καὶ φορεῖ τὸ μακρὺν ὑπὸ τὸν λαιμὸν μανδήλιον καὶ τὴν ῥαβδίσκον. Μία ὁμιλητικότητα καταπληκτική πρὸς τὴν σκληρότητα, τὴν ὁποίαν ἔδειξε κατὰ τὸ ἔγκλημα. Πολλάκις ἐν τῇ ἀστυνομίᾳ μὲ τὰς ἐρωτήσεις τῶν ἀστυνομικῶν μόνον ὑπεκρίθη ὅτι ἀγνοεῖ τὰ πάντα, ἐμφανιζόμενος ἐντελῶς ἀθῷος καὶ ἐπιμένων εἰς τὸ ὅτι δὲν εἶναι ὁ δράστης τοῦ ἐγκλήματος.: [336, 946, 576, 1205]
price-value: 27.25: [294, 388, 324, 401]
price-value: 106.50: [146, 174, 183, 186]
story-text: Περὶ τὴν μεσημβρίαν τῆς χθὲς ὀλίγον μετὰ τὴν ἀναχώρησιν τοῦ κ. Χαλκιοπούλου ἐκ τῆς ἀστυνομίας, ὁ Χριστοφιλέας συνοδευόμενος ὑπὸ τοῦ ὑπομοιράρχου τῆς ἀστυνομίας κ. Ποταμοπούλου καὶ δύο χωροφυλάκων ὡδηγήθη εἰς τὴν αὐλὴν τοῦ ἀστυνομικοῦ καταστήματος ἐπ' ὀλίγον. Ἔξερον ἐνδυμασίαν στακτιὰν φορῶν καὶ ἀνοιχτοκίτρινα· δὲν φαίνεται ὅτι ἔχει σχέσιν μὲ τὸ ἐγκλημα· ὁ τρόπος του ἐμφανίζει κάπως, τὸ πρόσωπον του κάτωχρον. Ἐν γένει δὲ ἡ ἐμφάνισίς του ἐδείκνυε σκληρότητα. Καθ' ὅλον τὸ χρονικὸν διάστημα τῆς ἀναχωρήσεώς του ἠρώτων ἀστυνομικοὶ ὑπάλληλοι καὶ ἐκρατήθη. Ἡ ἀστυνομία δὲ αὐτὴ ἐπῆλθε κατὰ τὸ ὀλιγόλεπτον διάστημα καθ' ὃ ἐκρατεῖτο ἐν τῇ ἀστυνομίᾳ.: [336, 433, 576, 722]
price-row: [30, 413, 326, 426]
section-heading: ΧΑΡΑΚΤΗΡΙΣΜΟΙ ΤΟΥ: [383, 1425, 529, 1440]
section-heading: ΑΝΘΡΑΚΑΣΒΕΣΤΙΟΝ: [1366, 843, 1536, 866]
price-value: 88.50: [294, 287, 324, 300]
top-rule: [30, 78, 1570, 81]
story-text: Ἡ ἐπιστολὴ αὐτὴ ἀπηυθύνετο εἰς ἐν πολιτικὸν πρόσωπον ἐξέχουσαν ἐν τῇ Βουλῇ κατέχον θέσιν. Παρεκάλει δὲ αὐτὸν ὅπως φροντίσῃ καὶ ἀποκαλύψῃ περὶ τοῦ ἀδίκως τὸν κατηγοροῦν. Τὴν ἐπιστολὴν ταύτην δὲν ὑπεβάλεν ὁ Χριστοφιλέας εἰς τὴν κρατητὴν, ὅπως ὁ τρόπος του ἐν τῇ ἐπιτροπῇ του τὴν παρέδοσεν εἰς τὴν ἀστυνομίαν.: [30, 1255, 326, 1402]
price-name: [30, 401, 131, 414]
price-name: Μπ. Τίτλ.: [32, 299, 83, 312]
telegraph-belgian: [1088, 408, 1318, 788]
price-value: 114.—: [290, 438, 324, 451]
price-value: 146.50: [287, 325, 324, 338]
telegraph-vienna: [588, 408, 824, 788]
price-value: 364.—: [149, 312, 183, 325]
column-serial: [1326, 90, 1576, 2210]
serial-title: ΛΟΥΔΟΒΙΚΟΣ ΙΑ': [1343, 105, 1559, 135]
story-text: Κυβερνήσεως ἀπονέμεται ὁ ἀργυροῦς Σταυρὸς τοῦ Σωτῆρος εἰς τὸν κ. Ἀπόστολον Μπαλ. ... καὶ τὸν ὑπηρέτην αὐτοῦ διὰ τὴν ἀφοσίωσιν.: [1088, 804, 1318, 858]
price-name: Ομ. Μελέτη δὲ: [32, 186, 109, 199]
price-value: 21.75: [294, 362, 324, 375]
story-text: Τὸν νομίζετε ἱκανὸν νὰ διαπράξῃ θανάσιμον; — Ὄσο γι' αὐτὸ δὲν μπορῶ νὰ τὸν πάρω στὸ λαιμό μου, νὰ εἰπῶ ὅτι ἔκανε τὸ ἔγκλημα. Ἀλλὰ ἀπὸ τὸν χαρακτῆρα του τὸν θεωρῶ ἱκανὸν νὰ τὸ κάμῃ, ὄχι μόνον, ἀλλὰ καὶ νὰ φυλάξῃ σὲ μιὰ γωνιὰ καὶ νὰ περιμένῃ τοὺς ἄλλους. Πολλὰς φορὰς μάλιστα, ἐνῷ ἔτρωγε μαζί μας καὶ ἔπινε, ἔλεγε πὼς ἐσκότωσε. Ἐκαυχᾶτο διὰ τὰ ἐγκλήματά του.: [336, 1614, 576, 1750]
price-name: [30, 464, 131, 477]
price-row: [30, 376, 326, 389]
price-name: Paris: [186, 236, 214, 249]
price-value: 108.75: [287, 400, 324, 413]
price-value: 90.50: [153, 413, 183, 426]
price-value: 52.—: [297, 186, 324, 199]
price-value: 134.50: [287, 463, 324, 476]
ad-text: Δεσποινίδες Ἀρσακείου. Μὴ ξεχνᾶτε νὰ μὲ προτιμήσετε ὡς καὶ τάλλα ἔτη. Στοὰ Μαρσίτου Αἴθου 37.: [1329, 607, 1573, 666]
price-name: Rente: [186, 211, 218, 224]
price-row: [30, 287, 326, 300]
section-heading: ΗΤΟ ΧΑΡΤΟΠΑΙΚΤΗΣ: [885, 973, 1027, 988]
price-name: Παρισι. τελ.: [186, 413, 252, 426]
price-name: Α. Ἐθν. Τρ.: [32, 211, 91, 224]
price-value: 146.—: [149, 236, 183, 249]
